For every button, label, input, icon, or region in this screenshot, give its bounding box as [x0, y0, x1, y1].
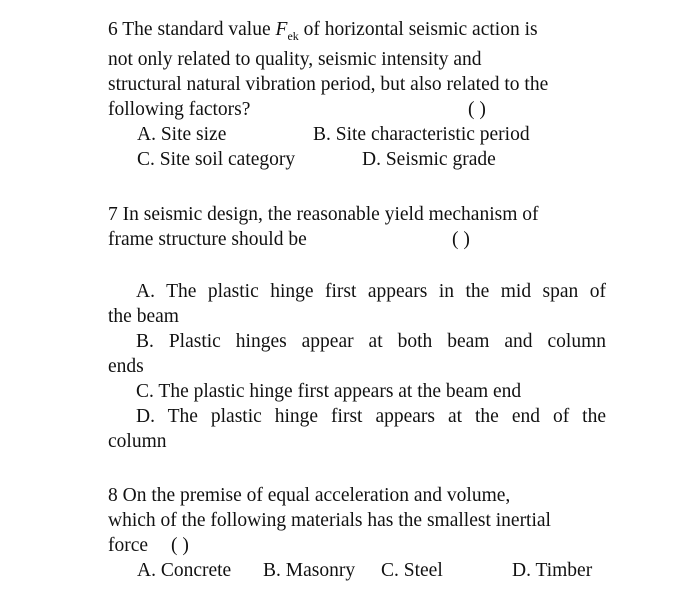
q6-stem-line-4: following factors? — [108, 99, 251, 120]
q7-option-a-line-1: A. The plastic hinge first appears in the mid span of — [136, 281, 606, 302]
q7-option-b-line-1: B. Plastic hinges appear at both beam and column — [136, 331, 606, 352]
q6-stem-line-3: structural natural vibration period, but also related to the — [108, 74, 549, 95]
q8-stem-line-2: which of the following materials has the smallest inertial — [108, 510, 551, 531]
q7-option-d-line-1: D. The plastic hinge first appears at the end of the — [136, 406, 606, 427]
q6-answer-blank: ( ) — [468, 99, 486, 120]
q7-stem-line-1: 7 In seismic design, the reasonable yield mechanism of — [108, 204, 539, 225]
q6-option-a: A. Site size — [137, 124, 227, 145]
seismic-force-subscript: ek — [287, 29, 299, 43]
q6-option-c: C. Site soil category — [137, 149, 296, 170]
q7-option-a-line-2: the beam — [108, 306, 179, 327]
q7-stem-line-2: frame structure should be — [108, 229, 307, 250]
q6-stem-text-a: 6 The standard value — [108, 19, 276, 40]
q8-answer-blank: ( ) — [171, 535, 189, 556]
q6-option-b: B. Site characteristic period — [313, 124, 530, 145]
q6-option-d: D. Seismic grade — [362, 149, 496, 170]
q7-option-d-line-2: column — [108, 431, 167, 452]
q8-option-d: D. Timber — [512, 560, 593, 581]
q6-stem-line-2: not only related to quality, seismic intensity and — [108, 49, 482, 70]
q8-stem-line-3: force — [108, 535, 149, 556]
q7-option-c: C. The plastic hinge first appears at the beam end — [136, 381, 522, 402]
q8-stem-line-1: 8 On the premise of equal acceleration and volume, — [108, 485, 511, 506]
q7-option-b-line-2: ends — [108, 356, 144, 377]
q8-option-a: A. Concrete — [137, 560, 232, 581]
q8-option-c: C. Steel — [381, 560, 443, 581]
q7-answer-blank: ( ) — [452, 229, 470, 250]
seismic-force-symbol: F — [275, 19, 288, 40]
q8-option-b: B. Masonry — [263, 560, 356, 581]
q6-stem-line-1 — [108, 17, 538, 42]
q6-stem-text-b: of horizontal seismic action is — [298, 19, 538, 40]
